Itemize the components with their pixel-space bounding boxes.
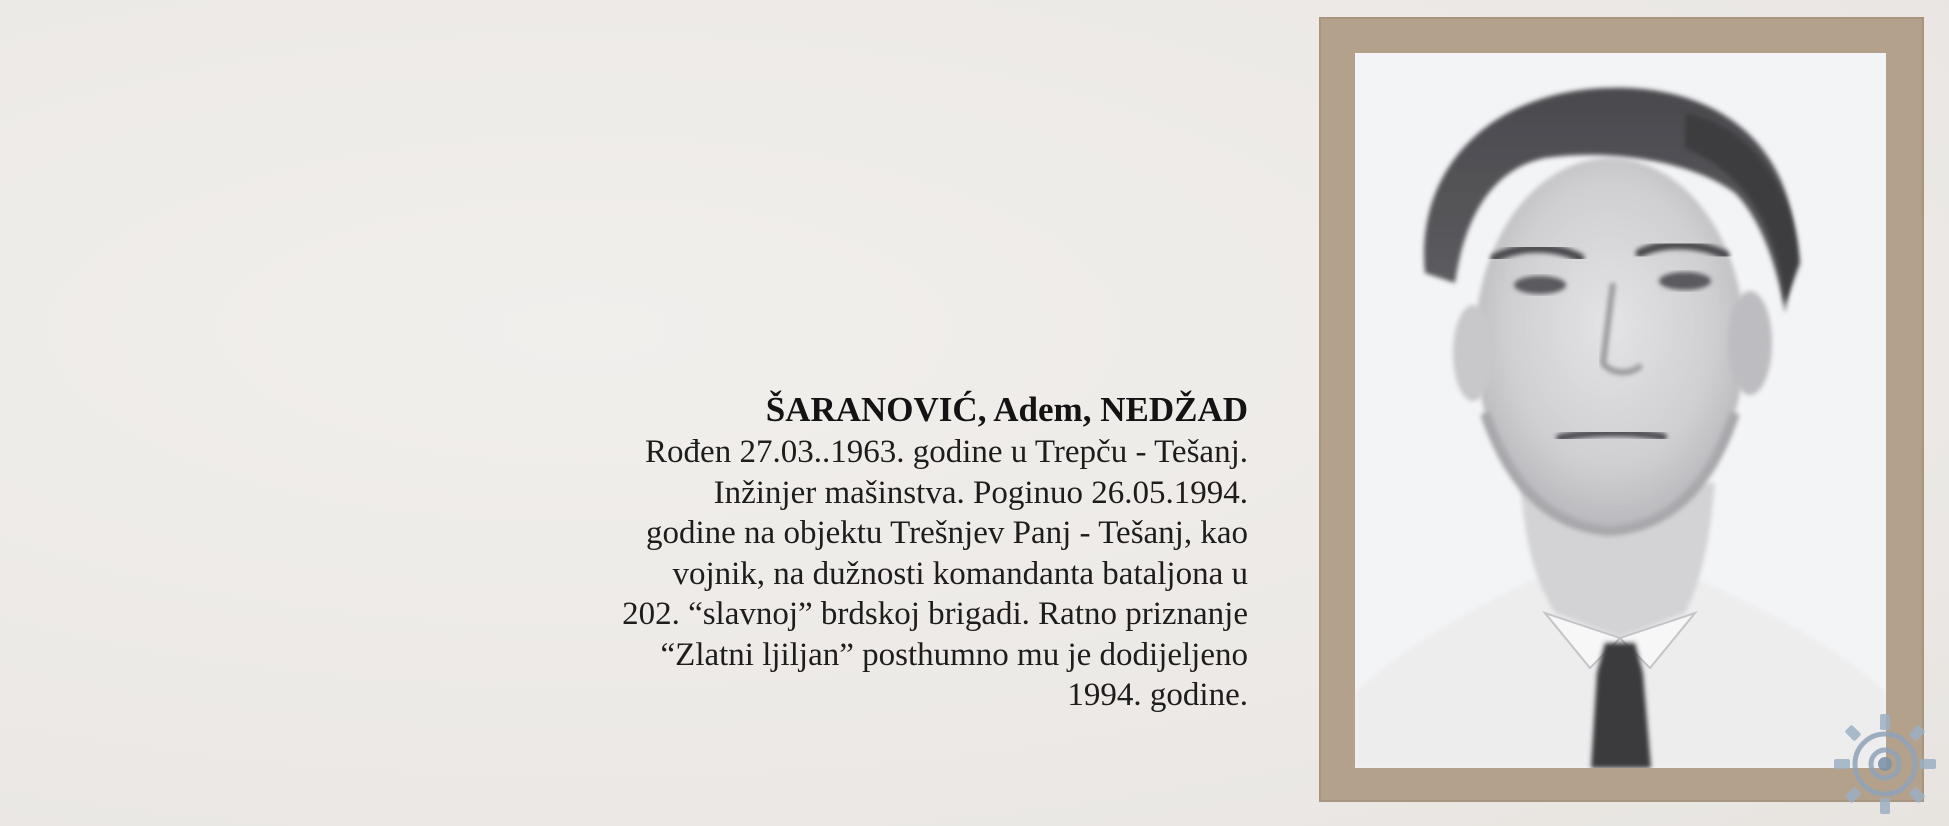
biography-block (400, 388, 1248, 716)
portrait-photo (1355, 53, 1886, 768)
portrait-icon (1355, 53, 1886, 768)
biography-line: vojnik, na dužnosti komandanta bataljona u (672, 555, 1248, 592)
biography-line: godine na objektu Trešnjev Panj - Tešanj, kao (645, 515, 1248, 551)
photo-frame (1319, 17, 1924, 802)
biography-line: Rođen 27.03..1963. godine u Trepču - Tešanj. (645, 434, 1248, 470)
biography-line: 202. “slavnoj” brdskoj brigadi. Ratno priznanje (622, 596, 1248, 632)
biography-line: “Zlatni ljiljan” posthumno mu je dodijeljeno (660, 636, 1248, 673)
gear-logo-icon (1826, 708, 1944, 820)
biography-line: Inžinjer mašinstva. Poginuo 26.05.1994. (713, 474, 1248, 511)
biography-line: 1994. godine. (1067, 677, 1248, 713)
person-name-heading: ŠARANOVIĆ, Adem, NEDŽAD (765, 390, 1248, 429)
